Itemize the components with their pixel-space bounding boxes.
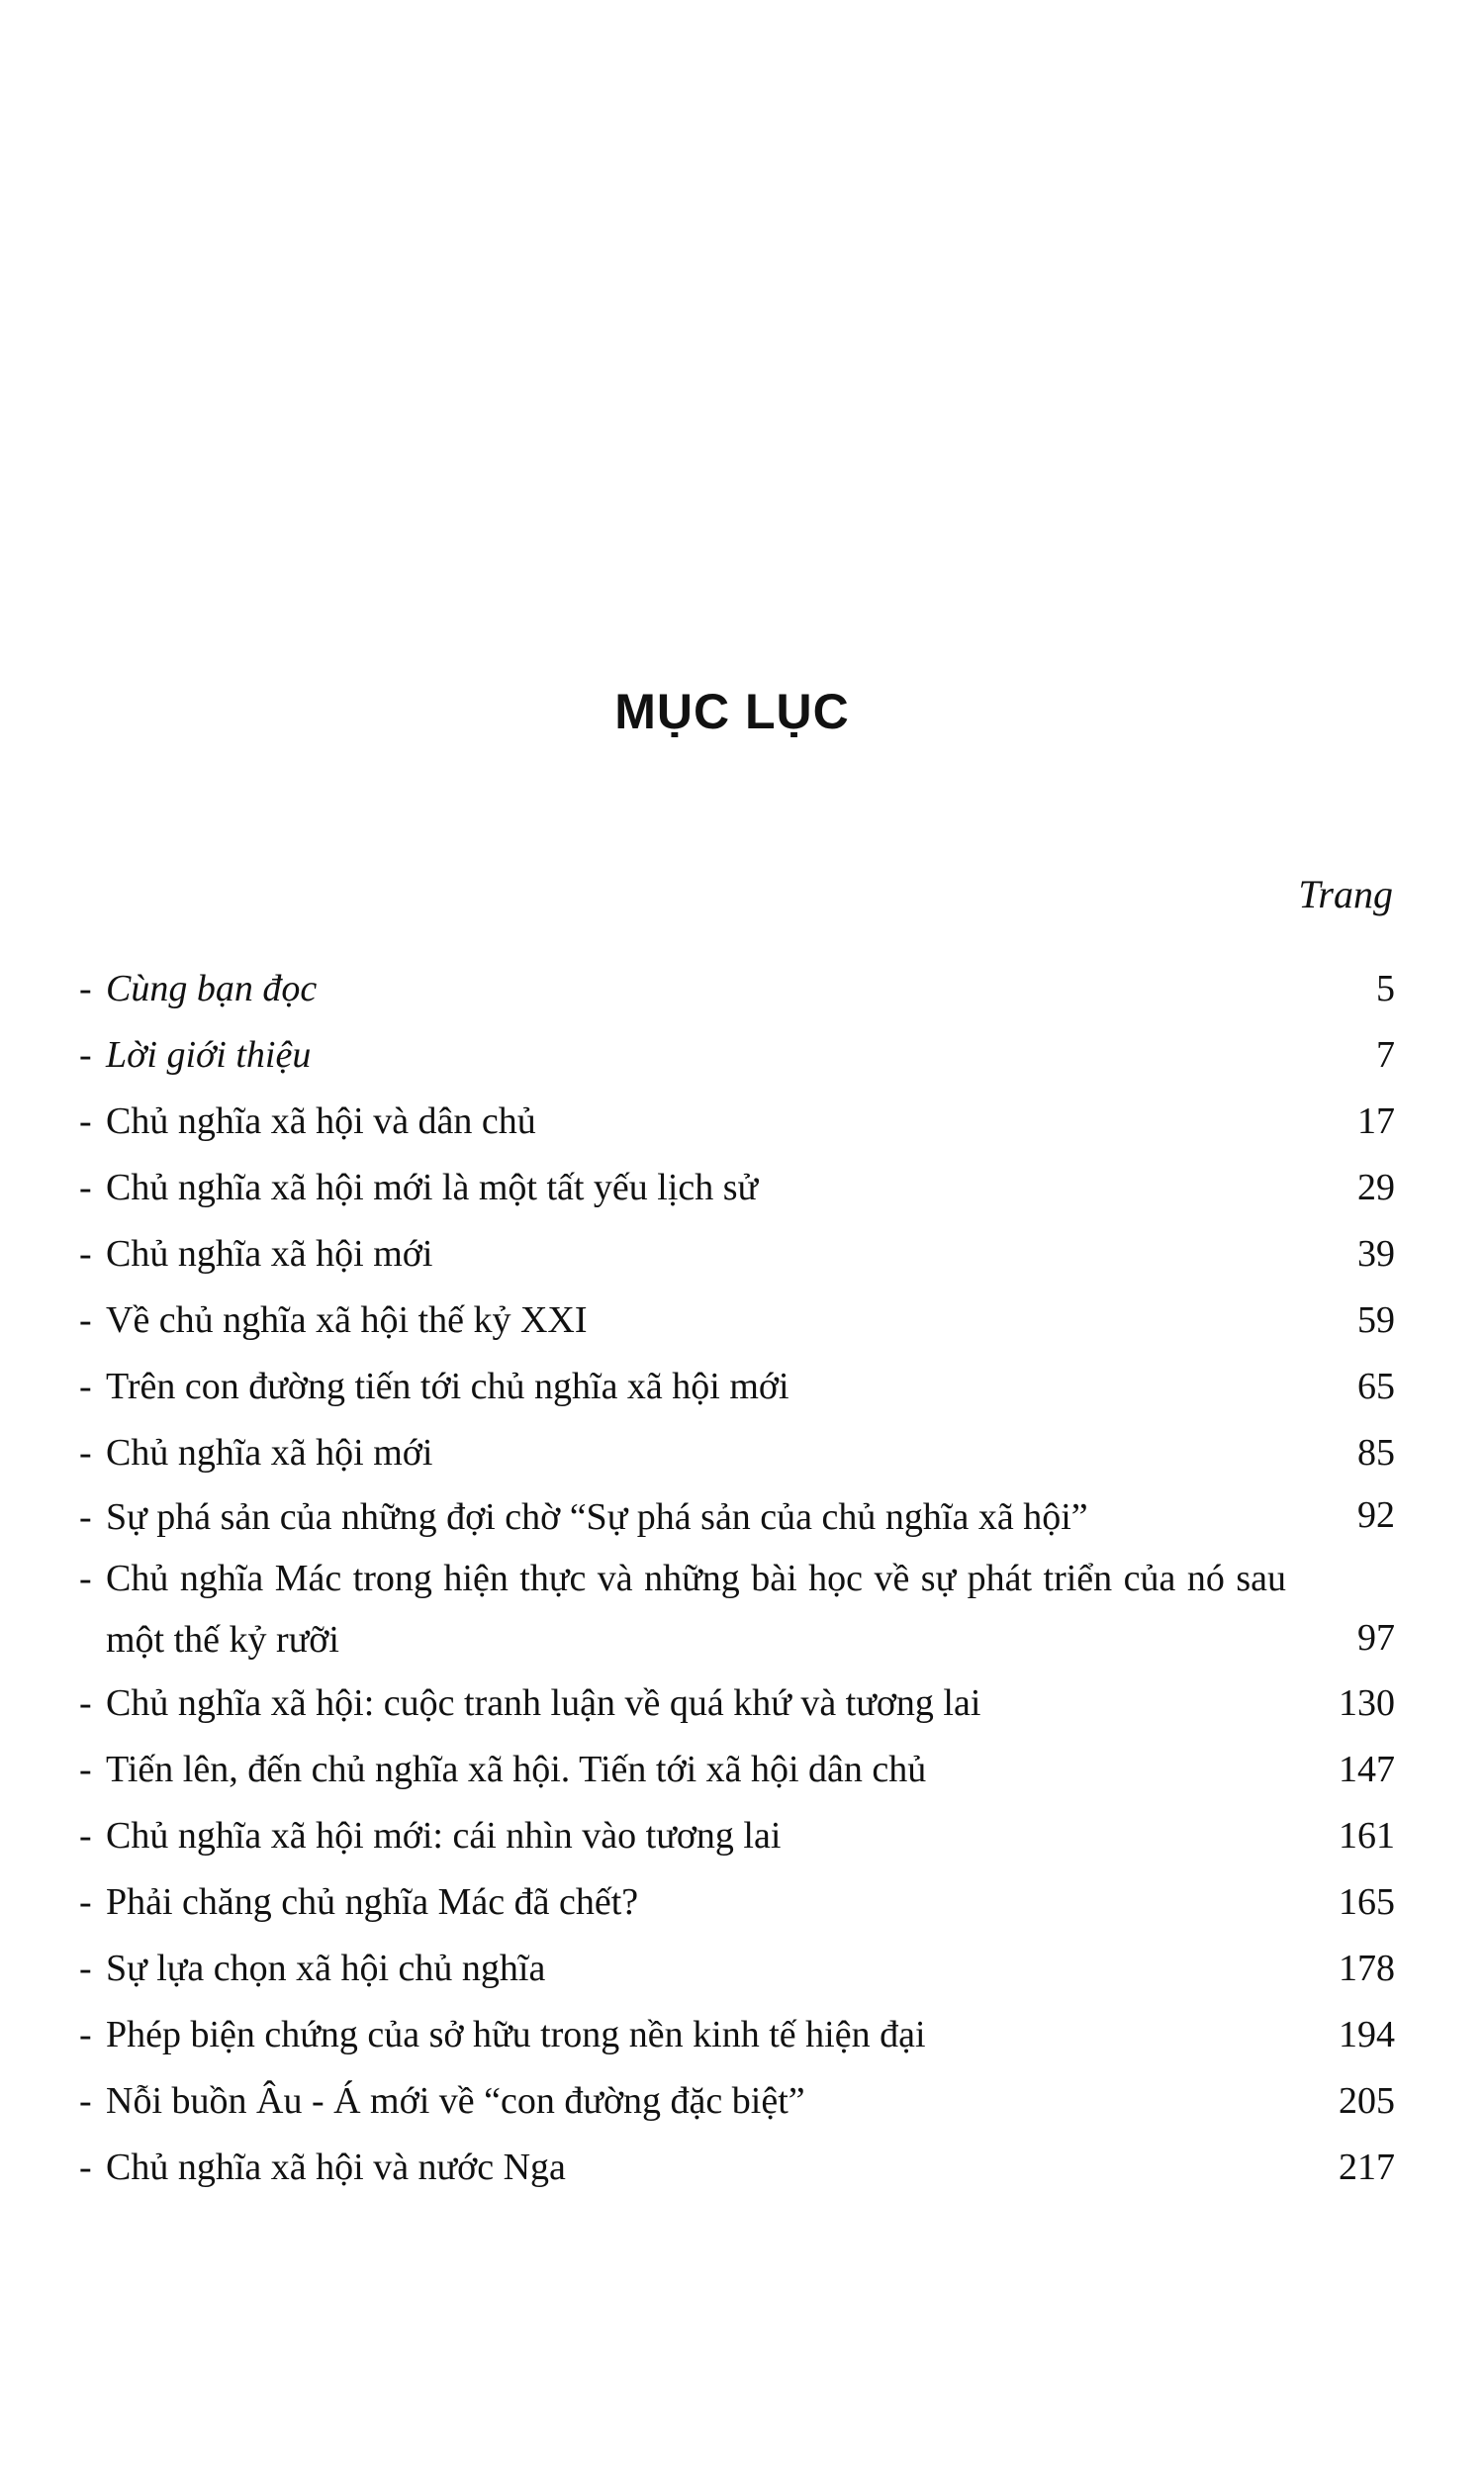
toc-entry [79,1548,1395,1670]
toc-entry-page: 194 [1339,2014,1395,2055]
toc-entry-page: 7 [1376,1034,1395,1076]
toc-entry-page: 217 [1339,2147,1395,2188]
toc-entry [79,1155,1395,1221]
toc-dash: - [79,2014,92,2055]
page-title: MỤC LỤC [614,684,850,739]
toc-entry-page: 85 [1357,1432,1395,1474]
toc-entry-title: Chủ nghĩa Mác trong hiện thực và những bài học về sự phát triển của nó sau một thế kỷ rưỡi [106,1558,1286,1661]
toc-dash: - [79,2080,92,2122]
toc-entry-page: 29 [1357,1167,1395,1208]
toc-entry [79,2135,1395,2201]
toc-entry-title: Chủ nghĩa xã hội và nước Nga [106,2147,566,2188]
toc-entry [79,1420,1395,1486]
toc-entry-page: 165 [1339,1881,1395,1923]
toc-entry-title: Sự phá sản của những đợi chờ “Sự phá sản của chủ nghĩa xã hội” [106,1496,1088,1538]
toc-entry-title: Chủ nghĩa xã hội: cuộc tranh luận về quá khứ và tương lai [106,1682,981,1724]
toc-entry-page: 65 [1357,1366,1395,1407]
toc-dash: - [79,1034,92,1076]
table-of-contents [79,956,1395,2201]
toc-entry-title: Sự lựa chọn xã hội chủ nghĩa [106,1948,546,1989]
toc-entry-page: 97 [1357,1617,1395,1659]
toc-entry-page: 92 [1357,1494,1395,1536]
toc-entry [79,1803,1395,1869]
toc-entry-page: 59 [1357,1299,1395,1341]
toc-dash: - [79,1682,92,1724]
toc-entry [79,2002,1395,2068]
toc-entry-page: 39 [1357,1233,1395,1275]
toc-entry-title: Phép biện chứng của sở hữu trong nền kinh tế hiện đại [106,2014,926,2055]
toc-entry [79,1670,1395,1737]
toc-dash: - [79,1233,92,1275]
toc-entry [79,1354,1395,1420]
toc-entry-title: Về chủ nghĩa xã hội thế kỷ XXI [106,1299,588,1341]
toc-dash: - [79,1299,92,1341]
toc-entry [79,1022,1395,1089]
toc-entry [79,1089,1395,1155]
toc-entry-title: Phải chăng chủ nghĩa Mác đã chết? [106,1881,639,1923]
toc-entry-title: Chủ nghĩa xã hội mới [106,1233,433,1275]
toc-entry-title: Chủ nghĩa xã hội và dân chủ [106,1100,536,1142]
toc-entry-page: 5 [1376,968,1395,1009]
toc-dash: - [79,1815,92,1857]
toc-entry [79,1288,1395,1354]
toc-dash: - [79,1366,92,1407]
toc-entry [79,1737,1395,1803]
toc-dash: - [79,1432,92,1474]
toc-entry-title: Chủ nghĩa xã hội mới là một tất yếu lịch sử [106,1167,759,1208]
toc-dash: - [79,1749,92,1790]
toc-entry [79,956,1395,1022]
toc-entry-page: 130 [1339,1682,1395,1724]
toc-entry-title: Chủ nghĩa xã hội mới [106,1432,433,1474]
toc-entry [79,2068,1395,2135]
page-column-label: Trang [1298,872,1393,916]
toc-entry-page: 178 [1339,1948,1395,1989]
toc-entry-title: Tiến lên, đến chủ nghĩa xã hội. Tiến tới xã hội dân chủ [106,1749,927,1790]
toc-entry-title: Cùng bạn đọc [106,968,318,1009]
toc-entry-page: 147 [1339,1749,1395,1790]
toc-dash: - [79,1100,92,1142]
toc-entry [79,1221,1395,1288]
toc-dash: - [79,968,92,1009]
toc-dash: - [79,1167,92,1208]
toc-dash: - [79,1881,92,1923]
toc-dash: - [79,2147,92,2188]
toc-dash: - [79,1558,92,1599]
toc-entry-page: 161 [1339,1815,1395,1857]
toc-entry-title: Lời giới thiệu [106,1034,312,1076]
toc-entry [79,1936,1395,2002]
toc-entry [79,1486,1395,1548]
toc-entry-page: 205 [1339,2080,1395,2122]
toc-entry [79,1869,1395,1936]
toc-entry-page: 17 [1357,1100,1395,1142]
toc-dash: - [79,1948,92,1989]
toc-entry-title: Nỗi buồn Âu - Á mới về “con đường đặc biệt” [106,2080,805,2122]
toc-entry-title: Chủ nghĩa xã hội mới: cái nhìn vào tương lai [106,1815,782,1857]
toc-entry-title: Trên con đường tiến tới chủ nghĩa xã hội mới [106,1366,789,1407]
toc-dash: - [79,1496,92,1538]
